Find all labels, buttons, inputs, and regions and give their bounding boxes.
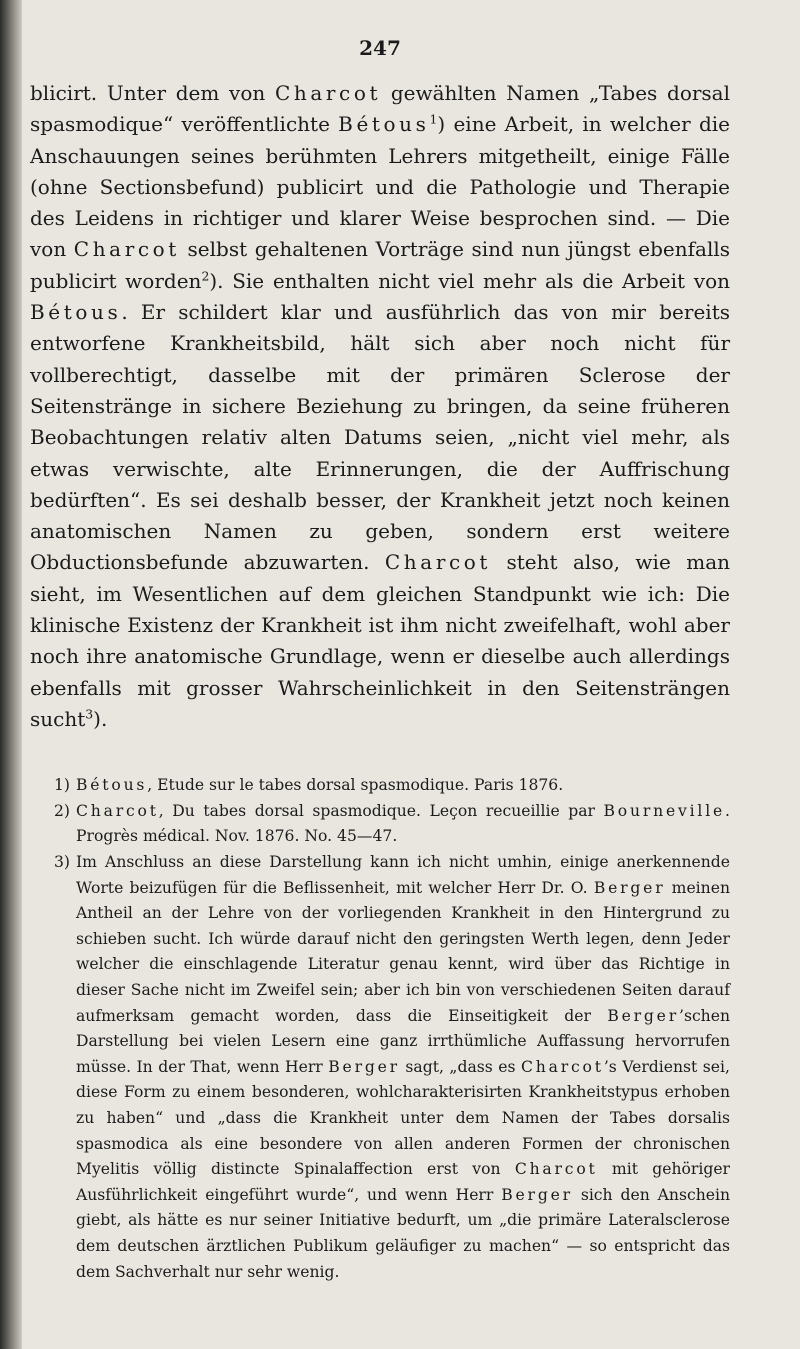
spaced-name: Bétous <box>30 300 122 325</box>
text-run: selbst gehaltenen Vorträge sind nun jüngst ebenfalls publicirt worden <box>30 237 731 293</box>
text-run: gewählten Namen „Tabes dorsal spasmodique“ veröffentlichte <box>30 81 731 137</box>
main-paragraph <box>30 78 730 735</box>
footnote-text <box>76 850 730 1285</box>
text-run: , Etude sur le tabes dorsal spasmodique. Paris 1876. <box>147 776 564 795</box>
text-run: ). Sie enthalten nicht viel mehr als die Arbeit von <box>209 268 730 293</box>
footnote-mark: 2) <box>53 801 70 820</box>
book-page <box>30 36 730 1285</box>
spaced-name: Charcot <box>274 81 382 105</box>
footnotes <box>30 773 730 1285</box>
footnote-2 <box>30 799 730 850</box>
spaced-name: Charcot <box>514 1160 598 1179</box>
spaced-name: Charcot <box>76 801 159 820</box>
spaced-name: Berger <box>593 878 666 897</box>
footnote-reference: 2 <box>201 268 210 284</box>
text-run: sagt, „dass es <box>399 1057 522 1076</box>
footnote-reference: 1 <box>429 111 438 127</box>
footnote-text <box>76 799 730 850</box>
footnote-1 <box>30 773 730 799</box>
text-run: blicirt. Unter dem von <box>30 81 275 105</box>
spaced-name: Berger <box>328 1057 400 1076</box>
text-run: . Er schildert klar und ausführlich das von mir bereits entworfene Krankheitsbild, hält sich aber noch nicht für vollberechtigt, dasselbe mit der primären Sclerose der Seitenstränge in sichere Beziehung zu bringen, da seine früheren Beobachtungen relativ alten Datums seien, „nicht viel mehr, als etwas verwischte, alte Erinnerungen, die der Auffrischung bedürften“. Es sei deshalb besser, der Krankheit jetzt noch keinen anatomischen Namen zu geben, sondern erst weitere Obductionsbefunde abzuwarten. <box>30 300 730 575</box>
text-run: Im Anschluss an diese Darstellung kann ich nicht umhin, einige anerkennende Worte beizufügen für die Beflissenheit, mit welcher Herr Dr. O. <box>76 853 730 897</box>
page-number: 247 <box>359 36 401 60</box>
spaced-name: Bourneville <box>603 801 726 820</box>
text-run: ’schen Darstellung bei vielen Lesern eine ganz irrthümliche Auffassung hervorrufen müsse. In der That, wenn Herr <box>76 1006 730 1076</box>
footnote-mark: 1) <box>53 776 70 795</box>
text-run: steht also, wie man sieht, im Wesentlichen auf dem gleichen Standpunkt wie ich: Die klinische Existenz der Krankheit ist ihm nicht zweifelhaft, wohl aber noch ihre anatomische Grundlage, wenn er dieselbe auch allerdings ebenfalls mit grosser Wahrscheinlichkeit in den Seitensträngen sucht <box>30 550 731 731</box>
footnote-mark: 3) <box>53 853 70 872</box>
spaced-name: Berger <box>607 1006 679 1025</box>
text-run: mit gehöriger Ausführlichkeit eingeführt wurde“, und wenn Herr <box>76 1160 731 1204</box>
text-run: , Du tabes dorsal spasmodique. Leçon recueillie par <box>158 801 604 820</box>
text-run: meinen Antheil an der Lehre von der vorliegenden Krankheit in den Hintergrund zu schieben sucht. Ich würde darauf nicht den geringsten Werth legen, denn Jeder welcher die einschlagende Literatur genau kennt, wird über das Richtige in dieser Sache nicht im Zweifel sein; aber ich bin von verschiedenen Seiten darauf aufmerksam gemacht worden, dass die Einseitigkeit der <box>76 878 730 1025</box>
spaced-name: Charcot <box>384 550 492 575</box>
text-run: sich den Anschein giebt, als hätte es nur seiner Initiative bedurft, um „die primäre Lateralsclerose dem deutschen ärztlichen Publikum geläufiger zu machen“ — so entspricht das dem Sachverhalt nur sehr wenig. <box>76 1185 730 1281</box>
text-run: ’s Verdienst sei, diese Form zu einem besonderen, wohlcharakterisirten Krankheitstypus erhoben zu haben“ und „dass die Krankheit unter dem Namen der Tabes dorsalis spasmodica als eine besondere von allen anderen Formen der chronischen Myelitis völlig distincte Spinalaffection erst von <box>76 1057 730 1179</box>
footnote-3 <box>30 850 730 1285</box>
spaced-name: Charcot <box>521 1057 604 1076</box>
text-run: ) eine Arbeit, in welcher die Anschauungen seines berühmten Lehrers mitgetheilt, einige Fälle (ohne Sectionsbefund) publicirt und die Pathologie und Therapie des Leidens in richtiger und klarer Weise besprochen sind. — Die von <box>30 112 730 262</box>
text-run: ). <box>93 706 108 731</box>
spaced-name: Berger <box>501 1185 573 1204</box>
footnote-reference: 3 <box>85 706 94 722</box>
spaced-name: Charcot <box>73 237 180 262</box>
main-text <box>30 78 730 735</box>
spaced-name: Bétous <box>76 776 148 795</box>
text-run: . Progrès médical. Nov. 1876. No. 45—47. <box>76 801 730 846</box>
footnote-text <box>76 773 730 799</box>
book-spine-shadow <box>0 0 22 1349</box>
spaced-name: Bétous <box>338 112 430 137</box>
